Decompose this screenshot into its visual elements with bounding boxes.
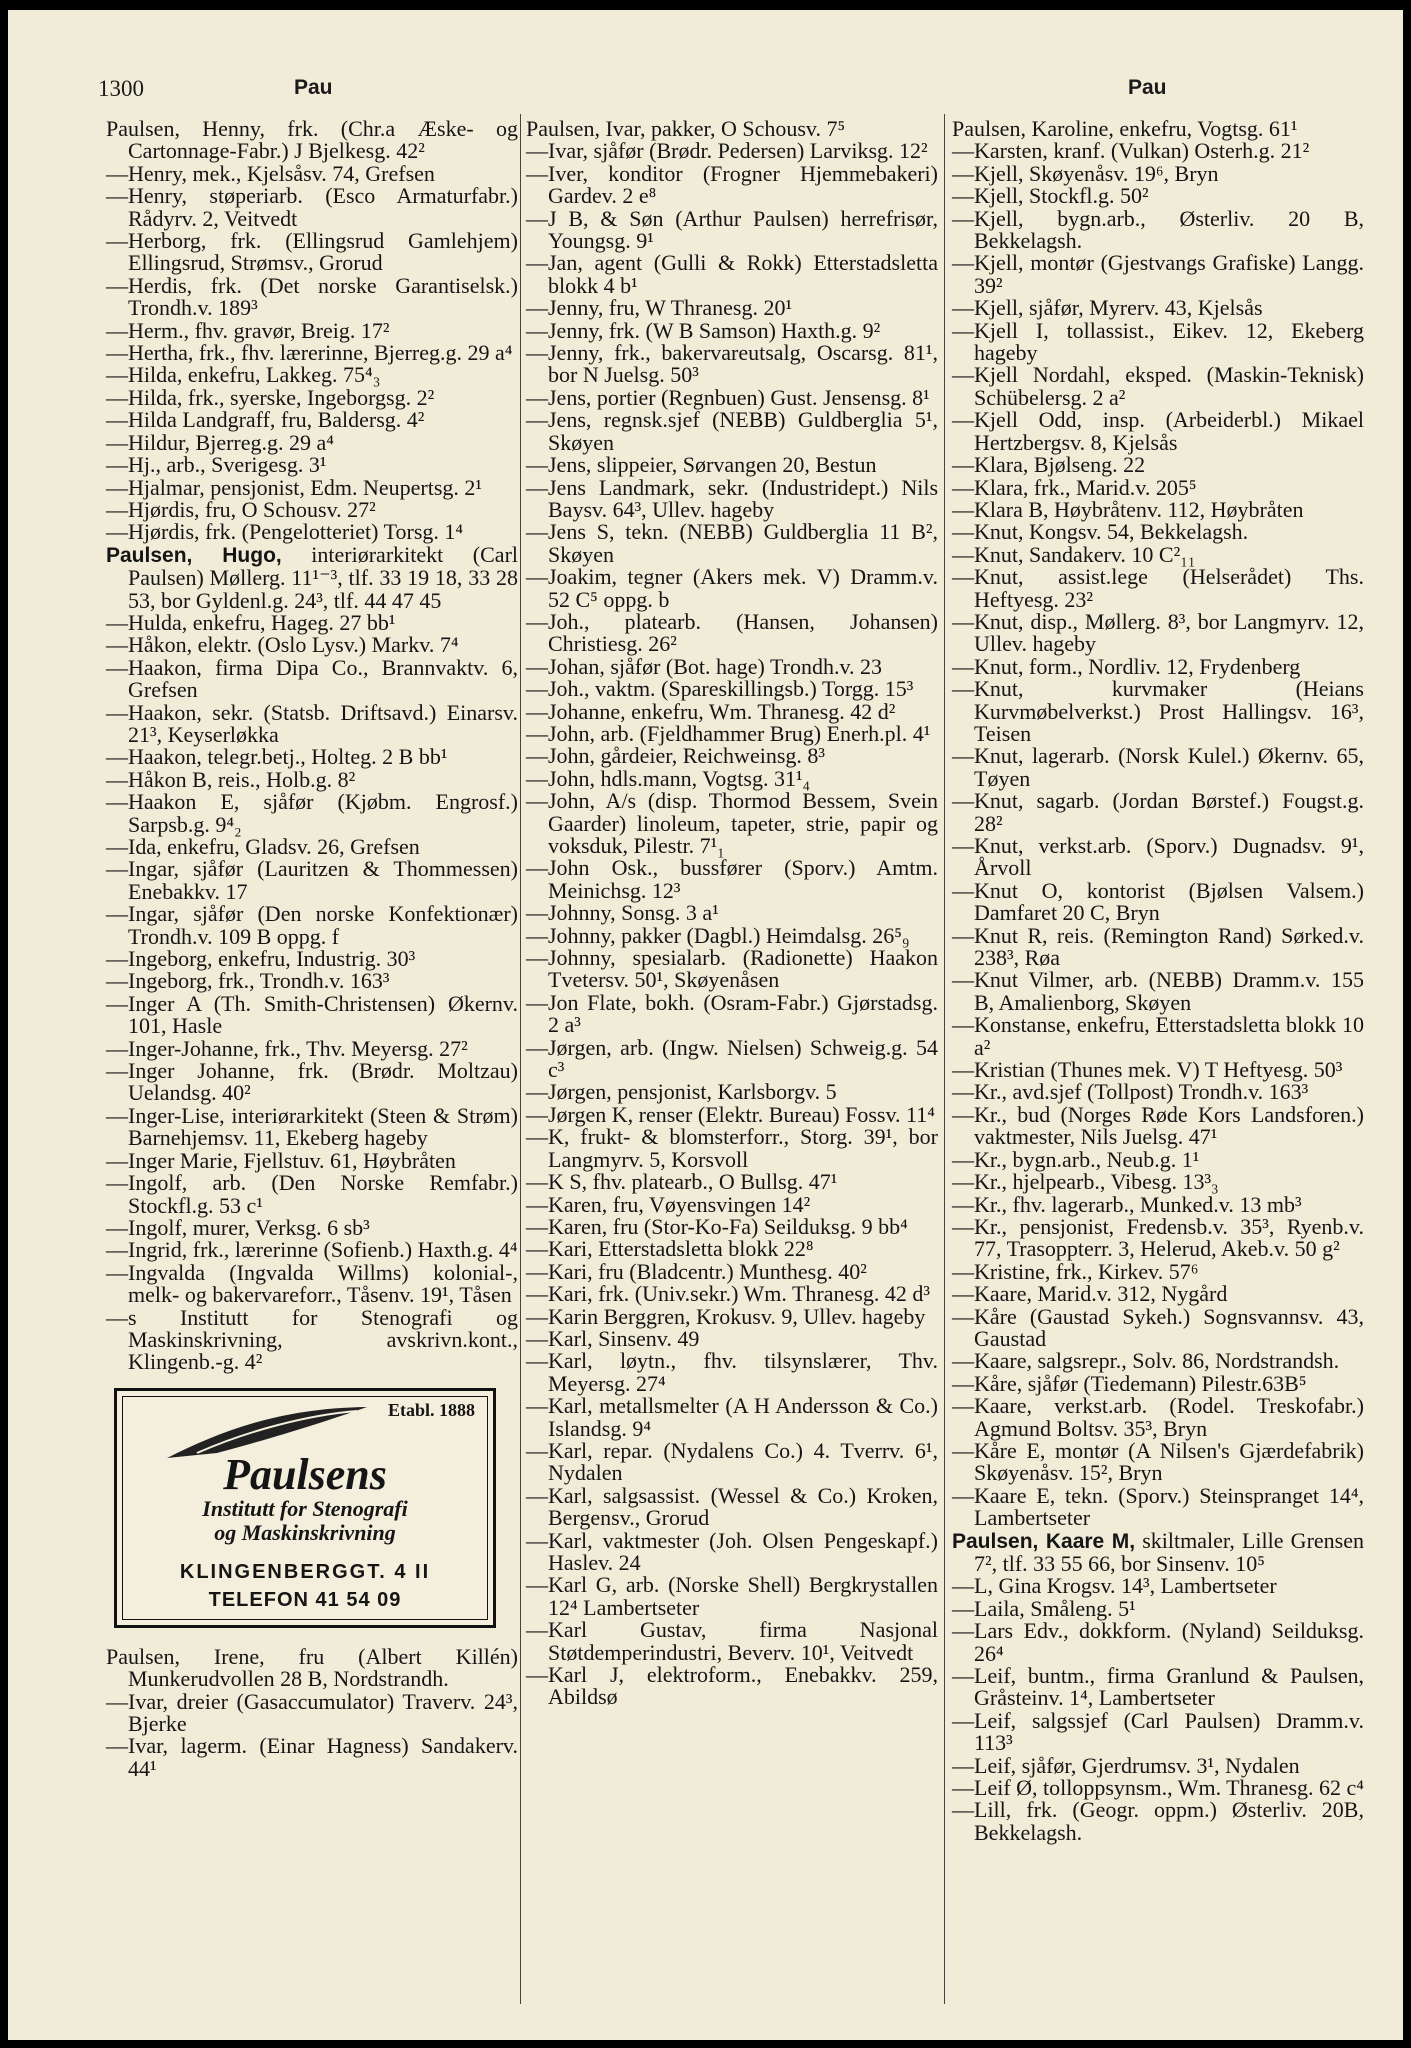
directory-entry	[952, 1101, 1364, 1150]
entry-text: —Kr., avd.sjef (Tollpost) Trondh.v. 163³	[952, 1079, 1309, 1105]
entry-text: —Johnny, spesialarb. (Radionette) Haakon Tvetersv. 50¹, Skøyenåsen	[526, 945, 938, 993]
entry-text: —Joh., vaktm. (Spareskillingsb.) Torgg. 15³	[526, 676, 914, 702]
entry-text: —Johan, sjåfør (Bot. hage) Trondh.v. 23	[526, 653, 883, 679]
entry-text: —Jens, regnsk.sjef (NEBB) Guldberglia 5¹, Skøyen	[526, 407, 938, 455]
entry-text: —Jenny, frk., bakervareutsalg, Oscarsg. 81¹, bor N Juelsg. 50³	[526, 340, 938, 388]
entry-text: —Haakon, telegr.betj., Holteg. 2 B bb¹	[106, 744, 448, 770]
entry-text: —Kr., fhv. lagerarb., Munked.v. 13 mb³	[952, 1191, 1302, 1217]
entry-text: —Kåre E, montør (A Nilsen's Gjærdefabrik) Skøyenåsv. 15², Bryn	[952, 1437, 1364, 1486]
entry-text: —Kristine, frk., Kirkev. 57⁶	[952, 1258, 1199, 1284]
entry-text: —K, frukt- & blomsterforr., Storg. 39¹, bor Langmyrv. 5, Korsvoll	[526, 1124, 938, 1172]
directory-entry	[952, 1350, 1364, 1372]
entry-text: —Karen, fru, Vøyensvingen 14²	[526, 1191, 811, 1217]
directory-entry	[526, 989, 938, 1038]
directory-entry	[526, 118, 938, 140]
directory-entry	[526, 1238, 938, 1260]
entry-text: —Ivar, lagerm. (Einar Hagness) Sandakerv. 44¹	[106, 1733, 518, 1781]
directory-entry	[106, 384, 518, 410]
directory-entry	[106, 1172, 518, 1217]
directory-entry	[952, 409, 1364, 454]
entry-text: —Kjell I, tollassist., Eikev. 12, Ekeberg hageby	[952, 317, 1364, 366]
entry-text: —Knut R, reis. (Remington Rand) Sørked.v. 238³, Røa	[952, 922, 1364, 971]
directory-entry	[526, 1081, 938, 1103]
entry-text: —Jon Flate, bokh. (Osram-Fabr.) Gjørstadsg. 2 a³	[526, 989, 938, 1038]
directory-entry	[526, 653, 938, 679]
entry-text: —Jens, slippeier, Sørvangen 20, Bestun	[526, 452, 877, 478]
directory-entry	[526, 1258, 938, 1284]
directory-entry	[526, 252, 938, 297]
directory-entry	[526, 1191, 938, 1217]
directory-entry	[106, 364, 518, 386]
entry-text: —Ingar, sjåfør (Lauritzen & Thommessen) Enebakkv. 17	[106, 856, 518, 904]
entry-text: —Henry, støperiarb. (Esco Armaturfabr.) Rådyrv. 2, Veitvedt	[106, 183, 518, 231]
directory-entry	[952, 1665, 1364, 1710]
entry-text: —Kr., bygn.arb., Neub.g. 1¹	[952, 1146, 1200, 1172]
directory-entry	[526, 205, 938, 254]
entry-text: —Klara, frk., Marid.v. 205⁵	[952, 474, 1197, 500]
entry-text: —Joh., platearb. (Hansen, Johansen) Christiesg. 26²	[526, 608, 938, 657]
entry-text: —Karl, løytn., fhv. tilsynslærer, Thv. Meyersg. 27⁴	[526, 1348, 938, 1396]
directory-entry	[526, 745, 938, 767]
ad-address: KLINGENBERGGT. 4 II	[179, 1560, 431, 1583]
header-guide-word-right: Pau	[1128, 76, 1167, 99]
entry-text: Paulsen, Irene, fru (Albert Killén) Munkerudvollen 28 B, Nordstrandh.	[106, 1643, 518, 1692]
entry-text: —Hj., arb., Sverigesg. 3¹	[106, 452, 327, 478]
directory-entry	[526, 1126, 938, 1171]
entry-text: —Henry, mek., Kjelsåsv. 74, Grefsen	[106, 160, 435, 186]
directory-entry	[526, 1283, 938, 1305]
entry-text: —Karl Gustav, firma Nasjonal Støtdemperindustri, Beverv. 10¹, Veitvedt	[526, 1617, 938, 1665]
ad-established: Etabl. 1888	[387, 1399, 475, 1420]
ad-tagline-1: Institutt for Stenografi	[202, 1495, 408, 1521]
entry-text: —Karl, vaktmester (Joh. Olsen Pengeskapf.) Haslev. 24	[526, 1527, 938, 1575]
directory-entry	[526, 765, 938, 791]
entry-text: —Hilda, frk., syerske, Ingeborgsg. 2²	[106, 384, 435, 410]
directory-entry	[952, 1575, 1364, 1597]
directory-entry	[526, 857, 938, 902]
directory-entry	[952, 1303, 1364, 1351]
directory-entry	[952, 521, 1364, 543]
directory-entry	[952, 252, 1364, 297]
entry-text: —Kåre, sjåfør (Tiedemann) Pilestr.63B⁵	[952, 1370, 1307, 1396]
entry-text: —Kristian (Thunes mek. V) T Heftyesg. 50³	[952, 1057, 1343, 1083]
entry-text: —Håkon, elektr. (Oslo Lysv.) Markv. 7⁴	[106, 632, 459, 658]
directory-entry	[952, 205, 1364, 254]
directory-entry	[952, 1752, 1364, 1778]
entry-text: —Haakon, sekr. (Statsb. Driftsavd.) Einarsv. 21³, Keyserløkka	[106, 699, 518, 747]
entry-text: —Kr., pensjonist, Fredensb.v. 35³, Ryenb.v. 77, Trasoppterr. 3, Helerud, Akeb.v. 50 g²	[952, 1213, 1364, 1262]
entry-text: —Hulda, enkefru, Hageg. 27 bb¹	[106, 609, 396, 635]
directory-entry	[526, 454, 938, 476]
directory-entry	[106, 836, 518, 858]
directory-entry	[526, 1482, 938, 1531]
directory-entry	[526, 720, 938, 746]
entry-text: —Jens, portier (Regnbuen) Gust. Jensensg. 8¹	[526, 384, 930, 410]
entry-text: —Haakon E, sjåfør (Kjøbm. Engrosf.) Sarpsb.g. 9⁴₂	[106, 789, 518, 837]
entry-text: —Ingvalda (Ingvalda Willms) kolonial-, melk- og bakervareforr., Tåsenv. 19¹, Tåsen	[106, 1259, 518, 1308]
page-number: 1300	[98, 76, 144, 101]
entry-text: —Knut, Sandakerv. 10 C²₁₁	[952, 541, 1196, 567]
directory-entry	[106, 746, 518, 768]
directory-entry	[952, 877, 1364, 926]
ad-business-name: Paulsens	[223, 1449, 387, 1499]
directory-entry	[526, 474, 938, 522]
directory-entry	[106, 160, 518, 186]
entry-text: —Jens Landmark, sekr. (Industridept.) Nils Baysv. 64³, Ullev. hageby	[526, 474, 938, 522]
directory-entry	[106, 185, 518, 230]
entry-text: —Kåre (Gaustad Sykeh.) Sognsvannsv. 43, Gaustad	[952, 1303, 1364, 1351]
entry-text: —Knut O, kontorist (Bjølsen Valsem.) Damfaret 20 C, Bryn	[952, 877, 1364, 926]
header-guide-word-left: Pau	[294, 76, 333, 99]
entry-text: —Leif, salgssjef (Carl Paulsen) Dramm.v. 113³	[952, 1707, 1364, 1756]
entry-text: —Kjell Nordahl, eksped. (Maskin-Teknisk) Schübelersg. 2 a²	[952, 362, 1364, 410]
entry-text: —Karl, Sinsenv. 49	[526, 1325, 700, 1351]
directory-entry	[952, 678, 1364, 745]
entry-text: —Jens S, tekn. (NEBB) Guldberglia 11 B², Skøyen	[526, 519, 938, 567]
advertisement-box	[114, 1388, 496, 1628]
entry-text: —Hjalmar, pensjonist, Edm. Neupertsg. 2¹	[106, 474, 482, 500]
directory-entry	[526, 1034, 938, 1083]
directory-entry	[952, 185, 1364, 207]
entry-text: —K S, fhv. platearb., O Bullsg. 47¹	[526, 1169, 838, 1195]
directory-entry	[952, 297, 1364, 319]
ad-phone: TELEFON 41 54 09	[208, 1588, 402, 1611]
entry-text: —Johnny, Sonsg. 3 a¹	[526, 900, 719, 926]
entry-text: —John Osk., bussfører (Sporv.) Amtm. Meinichsg. 12³	[526, 855, 938, 903]
entry-text: —Kaare, verkst.arb. (Rodel. Treskofabr.) Agmund Boltsv. 35³, Bryn	[952, 1393, 1364, 1441]
entry-text: —Inger A (Th. Smith-Christensen) Økernv. 101, Hasle	[106, 990, 518, 1039]
entry-text: —Haakon, firma Dipa Co., Brannvaktv. 6, Grefsen	[106, 654, 518, 703]
directory-entry	[952, 1620, 1364, 1665]
directory-entry	[106, 948, 518, 970]
entry-text: —Inger Marie, Fjellstuv. 61, Høybråten	[106, 1147, 456, 1173]
entry-text: —Ingar, sjåfør (Den norske Konfektionær) Trondh.v. 109 B oppg. f	[106, 901, 518, 949]
entry-text: —Inger-Johanne, frk., Thv. Meyersg. 27²	[106, 1035, 468, 1061]
entry-text: —Ingolf, arb. (Den Norske Remfabr.) Stockfl.g. 53 c¹	[106, 1170, 518, 1218]
entry-text: —Knut, assist.lege (Helserådet) Ths. Heftyesg. 23²	[952, 564, 1364, 612]
directory-entry	[952, 1171, 1364, 1193]
directory-entry	[526, 317, 938, 343]
entry-text: —Joakim, tegner (Akers mek. V) Dramm.v. 52 C⁵ oppg. b	[526, 564, 938, 612]
entry-text: —Karsten, kranf. (Vulkan) Osterh.g. 21²	[952, 138, 1310, 164]
entry-text: —Knut, kurvmaker (Heians Kurvmøbelverkst.) Prost Hallingsv. 16³, Teisen	[952, 676, 1364, 746]
directory-entry	[526, 1303, 938, 1329]
entry-text: —Jørgen, pensjonist, Karlsborgv. 5	[526, 1079, 837, 1105]
entry-text: —Knut, verkst.arb. (Sporv.) Dugnadsv. 9¹, Årvoll	[952, 833, 1364, 881]
ad-tagline-2: og Maskinskrivning	[214, 1519, 396, 1545]
entry-text: —Karl, metallsmelter (A H Andersson & Co.) Islandsg. 9⁴	[526, 1393, 938, 1441]
directory-entry	[952, 364, 1364, 409]
directory-entry	[952, 1370, 1364, 1396]
entry-text: —Håkon B, reis., Holb.g. 8²	[106, 766, 356, 792]
directory-entry	[106, 272, 518, 321]
directory-entry	[526, 1350, 938, 1395]
entry-text: —Kjell, Skøyenåsv. 19⁶, Bryn	[952, 160, 1219, 186]
directory-entry	[106, 1035, 518, 1061]
entry-text: —Kaare E, tekn. (Sporv.) Steinspranget 14⁴, Lambertseter	[952, 1482, 1364, 1531]
entry-text: —Kaare, Marid.v. 312, Nygård	[952, 1281, 1228, 1307]
entry-text: —Ingeborg, enkefru, Industrig. 30³	[106, 946, 416, 972]
directory-entry	[952, 1258, 1364, 1284]
entry-text: —Kari, fru (Bladcentr.) Munthesg. 40²	[526, 1258, 867, 1284]
directory-entry	[106, 1102, 518, 1151]
entry-text: —Kjell, sjåfør, Myrerv. 43, Kjelsås	[952, 295, 1263, 321]
entry-text: —Inger Johanne, frk. (Brødr. Moltzau) Uelandsg. 40²	[106, 1058, 518, 1106]
entry-text: —Ida, enkefru, Gladsv. 26, Grefsen	[106, 834, 420, 859]
directory-entry	[106, 1688, 518, 1736]
directory-entry	[952, 474, 1364, 500]
entry-text: —Jan, agent (Gulli & Rokk) Etterstadsletta blokk 4 b¹	[526, 250, 938, 298]
directory-entry	[952, 1014, 1364, 1059]
directory-entry	[106, 496, 518, 522]
directory-entry	[106, 429, 518, 455]
directory-entry	[526, 1171, 938, 1193]
directory-entry	[526, 922, 938, 948]
directory-entry	[106, 409, 518, 431]
entry-text: —Kaare, salgsrepr., Solv. 86, Nordstrandsh.	[952, 1348, 1340, 1374]
directory-entry	[952, 1081, 1364, 1103]
directory-entry	[952, 1437, 1364, 1486]
directory-entry	[106, 1214, 518, 1240]
entry-text: —Herm., fhv. gravør, Breig. 17²	[106, 317, 390, 343]
directory-entry	[106, 1259, 518, 1308]
entry-text: —Karin Berggren, Krokusv. 9, Ullev. hageby	[526, 1303, 926, 1329]
column-3	[952, 118, 1364, 1844]
entry-text: —Karl J, elektroform., Enebakkv. 259, Abildsø	[526, 1662, 938, 1710]
entry-text: —Knut, lagerarb. (Norsk Kulel.) Økernv. 65, Tøyen	[952, 743, 1364, 791]
directory-entry	[952, 969, 1364, 1014]
directory-entry	[952, 653, 1364, 679]
directory-entry	[952, 317, 1364, 366]
entry-text: —Konstanse, enkefru, Etterstadsletta blokk 10 a²	[952, 1012, 1364, 1060]
entry-text: skiltmaler, Lille Grensen 7², tlf. 33 55 66, bor Sinsenv. 10⁵	[974, 1527, 1364, 1576]
entry-text: Paulsen, Karoline, enkefru, Vogtsg. 61¹	[952, 116, 1298, 141]
entry-text: —Jenny, frk. (W B Samson) Haxth.g. 9²	[526, 317, 881, 343]
entry-text: —Leif, sjåfør, Gjerdrumsv. 3¹, Nydalen	[952, 1752, 1300, 1778]
entry-text: —Lill, frk. (Geogr. oppm.) Østerliv. 20B, Bekkelagsh.	[952, 1797, 1364, 1845]
entry-text: —Kr., hjelpearb., Vibesg. 13³₃	[952, 1169, 1219, 1195]
entry-text: —L, Gina Krogsv. 14³, Lambertseter	[952, 1573, 1277, 1599]
entry-text: —Leif, buntm., firma Granlund & Paulsen, Gråsteinv. 1⁴, Lambertseter	[952, 1663, 1364, 1711]
directory-entry	[952, 1527, 1364, 1576]
entry-text: —Karl G, arb. (Norske Shell) Bergkrystallen 12⁴ Lambertseter	[526, 1572, 938, 1620]
entry-text: —Hilda, enkefru, Lakkeg. 75⁴₃	[106, 362, 381, 388]
entry-text: —Ivar, dreier (Gasaccumulator) Traverv. 24³, Bjerke	[106, 1688, 518, 1736]
directory-entry	[952, 1059, 1364, 1081]
directory-entry	[952, 566, 1364, 611]
directory-entry	[526, 297, 938, 319]
entry-text: —Inger-Lise, interiørarkitekt (Steen & Strøm) Barnehjemsv. 11, Ekeberg hageby	[106, 1102, 518, 1151]
directory-entry	[106, 791, 518, 836]
entry-text: —Kjell, Stockfl.g. 50²	[952, 183, 1149, 209]
directory-entry	[526, 1437, 938, 1486]
entry-text: —Knut, disp., Møllerg. 8³, bor Langmyrv. 12, Ullev. hageby	[952, 608, 1364, 657]
entry-text: —Herborg, frk. (Ellingsrud Gamlehjem) Ellingsrud, Strømsv., Grorud	[106, 228, 518, 276]
entry-text: —Ingeborg, frk., Trondh.v. 163³	[106, 968, 390, 994]
directory-entry	[106, 230, 518, 275]
directory-entry	[106, 1239, 518, 1261]
directory-entry	[526, 1664, 938, 1709]
column-1	[106, 118, 518, 1780]
entry-text: —Iver, konditor (Frogner Hjemmebakeri) Gardev. 2 e⁸	[526, 160, 938, 209]
directory-entry	[952, 1777, 1364, 1799]
directory-entry	[526, 947, 938, 992]
entry-text: —John, gårdeier, Reichweinsg. 8³	[526, 743, 825, 769]
entry-text: —Knut, sagarb. (Jordan Børstef.) Fougst.g. 28²	[952, 788, 1364, 836]
directory-entry	[526, 140, 938, 162]
entry-text: —Hjørdis, frk. (Pengelotteriet) Torsg. 1⁴	[106, 519, 464, 545]
directory-entry	[106, 903, 518, 948]
entry-text: —Leif Ø, tolloppsynsm., Wm. Thranesg. 62 c⁴	[952, 1775, 1364, 1801]
directory-entry	[526, 1395, 938, 1440]
directory-entry	[526, 521, 938, 566]
directory-entry	[952, 160, 1364, 186]
directory-entry	[952, 496, 1364, 522]
directory-entry	[952, 1283, 1364, 1305]
entry-text: —Johnny, pakker (Dagbl.) Heimdalsg. 26⁵₉	[526, 922, 910, 948]
entry-text: interiørarkitekt (Carl Paulsen) Møllerg. 11¹⁻³, tlf. 33 19 18, 33 28 53, bor Gyldenl.g. 24³, tlf. 44 47 45	[128, 541, 519, 613]
directory-entry	[952, 454, 1364, 476]
directory-entry	[106, 474, 518, 500]
directory-entry	[526, 1325, 938, 1351]
entry-text: Paulsen, Henny, frk. (Chr.a Æske- og Cartonnage-Fabr.) J Bjelkesg. 42²	[106, 116, 518, 164]
directory-entry	[526, 160, 938, 209]
directory-entry	[952, 835, 1364, 880]
entry-text: —Knut, form., Nordliv. 12, Frydenberg	[952, 653, 1301, 679]
entry-text: —Lars Edv., dokkform. (Nyland) Seilduksg. 26⁴	[952, 1618, 1364, 1666]
directory-entry	[526, 1619, 938, 1664]
entry-text: —Jørgen, arb. (Ingw. Nielsen) Schweig.g. 54 c³	[526, 1034, 938, 1083]
entry-text: —Klara B, Høybråtenv. 112, Høybråten	[952, 496, 1304, 522]
directory-entry	[106, 521, 518, 543]
entry-text: —Johanne, enkefru, Wm. Thranesg. 42 d²	[526, 698, 896, 724]
entry-text: —Ingrid, frk., lærerinne (Sofienb.) Haxth.g. 4⁴	[106, 1237, 518, 1263]
directory-entry	[526, 790, 938, 857]
directory-entry	[106, 609, 518, 635]
directory-entry	[952, 1595, 1364, 1621]
directory-entry	[106, 699, 518, 747]
directory-entry	[106, 118, 518, 163]
entry-text: —Hildur, Bjerreg.g. 29 a⁴	[106, 429, 334, 455]
directory-entry	[526, 566, 938, 611]
directory-entry	[526, 1101, 938, 1127]
entry-text: —Karl, salgsassist. (Wessel & Co.) Kroken, Bergensv., Grorud	[526, 1482, 938, 1531]
directory-entry	[526, 902, 938, 924]
entry-text: Paulsen, Ivar, pakker, O Schousv. 7⁵	[526, 116, 846, 141]
directory-entry	[952, 790, 1364, 835]
entry-text: —Kjell Odd, insp. (Arbeiderbl.) Mikael Hertzbergsv. 8, Kjelsås	[952, 407, 1364, 455]
directory-entry	[952, 1482, 1364, 1531]
directory-entry	[526, 698, 938, 724]
directory-entry	[952, 541, 1364, 567]
entry-text: —Kari, frk. (Univ.sekr.) Wm. Thranesg. 42 d³	[526, 1281, 930, 1307]
directory-page	[8, 10, 1403, 2040]
entry-text: —Jenny, fru, W Thranesg. 20¹	[526, 295, 793, 321]
directory-entry	[106, 634, 518, 656]
directory-entry	[526, 384, 938, 410]
directory-entry	[106, 1304, 518, 1375]
directory-entry	[106, 1735, 518, 1780]
directory-entry	[952, 1707, 1364, 1756]
directory-entry	[106, 970, 518, 992]
entry-text: —John, hdls.mann, Vogtsg. 31¹₄	[526, 765, 811, 791]
entry-text: —s Institutt for Stenografi og Maskinskrivning, avskrivn.kont., Klingenb.-g. 4²	[106, 1304, 518, 1375]
directory-entry	[952, 1799, 1364, 1844]
directory-entry	[952, 608, 1364, 657]
entry-text: —Laila, Småleng. 5¹	[952, 1595, 1136, 1621]
entry-text: —Ingolf, murer, Verksg. 6 sb³	[106, 1214, 370, 1240]
entry-text: —Karl, repar. (Nydalens Co.) 4. Tverrv. 6¹, Nydalen	[526, 1437, 938, 1486]
directory-entry	[106, 1060, 518, 1105]
directory-entry	[106, 990, 518, 1039]
directory-entry	[952, 1146, 1364, 1172]
entry-text: —Klara, Bjølseng. 22	[952, 452, 1146, 478]
directory-entry	[526, 608, 938, 657]
column-2	[526, 118, 938, 1709]
directory-entry	[952, 1191, 1364, 1217]
directory-entry	[952, 118, 1364, 140]
entry-text: —Hertha, frk., fhv. lærerinne, Bjerreg.g. 29 a⁴	[106, 340, 513, 366]
directory-entry	[526, 1527, 938, 1575]
directory-entry	[526, 678, 938, 700]
entry-text: —John, arb. (Fjeldhammer Brug) Enerh.pl. 4¹	[526, 720, 931, 746]
directory-entry	[106, 454, 518, 476]
directory-entry	[952, 1213, 1364, 1262]
entry-text: —Kari, Etterstadsletta blokk 22⁸	[526, 1236, 814, 1262]
entry-name-bold: Paulsen, Kaare M,	[952, 1529, 1136, 1553]
entry-text: —Herdis, frk. (Det norske Garantiselsk.) Trondh.v. 189³	[106, 272, 518, 321]
directory-entry	[952, 745, 1364, 790]
directory-entry	[526, 1213, 938, 1239]
entry-text: —Knut, Kongsv. 54, Bekkelagsh.	[952, 519, 1249, 545]
directory-entry	[952, 140, 1364, 162]
column-divider	[944, 114, 945, 2004]
directory-entry	[952, 1395, 1364, 1440]
entry-text: —John, A/s (disp. Thormod Bessem, Svein Gaarder) linoleum, tapeter, strie, papir og voksduk, Pilestr. 7¹₁	[526, 788, 938, 858]
entry-text: —Karen, fru (Stor-Ko-Fa) Seilduksg. 9 bb⁴	[526, 1213, 908, 1239]
entry-text: —Kr., bud (Norges Røde Kors Landsforen.) vaktmester, Nils Juelsg. 47¹	[952, 1101, 1364, 1150]
directory-entry	[106, 858, 518, 903]
directory-entry	[106, 541, 519, 613]
directory-entry	[106, 342, 518, 364]
entry-text: —Jørgen K, renser (Elektr. Bureau) Fossv. 11⁴	[526, 1101, 935, 1127]
column-divider	[520, 114, 521, 2004]
entry-text: —Hjørdis, fru, O Schousv. 27²	[106, 496, 376, 522]
directory-entry	[106, 766, 518, 792]
directory-entry	[106, 1643, 518, 1692]
entry-text: —Knut Vilmer, arb. (NEBB) Dramm.v. 155 B, Amalienborg, Skøyen	[952, 967, 1364, 1015]
directory-entry	[106, 317, 518, 343]
directory-entry	[106, 654, 518, 703]
directory-entry	[106, 1147, 518, 1173]
entry-text: —Ivar, sjåfør (Brødr. Pedersen) Larviksg. 12²	[526, 138, 928, 164]
entry-name-bold: Paulsen, Hugo,	[106, 543, 282, 567]
entry-text: —J B, & Søn (Arthur Paulsen) herrefrisør, Youngsg. 9¹	[526, 205, 938, 254]
directory-entry	[526, 409, 938, 454]
entry-text: —Kjell, montør (Gjestvangs Grafiske) Langg. 39²	[952, 250, 1364, 298]
directory-entry	[526, 1574, 938, 1619]
directory-entry	[952, 922, 1364, 971]
entry-text: —Kjell, bygn.arb., Østerliv. 20 B, Bekkelagsh.	[952, 205, 1364, 254]
directory-entry	[526, 342, 938, 387]
entry-text: —Hilda Landgraff, fru, Baldersg. 4²	[106, 407, 425, 433]
